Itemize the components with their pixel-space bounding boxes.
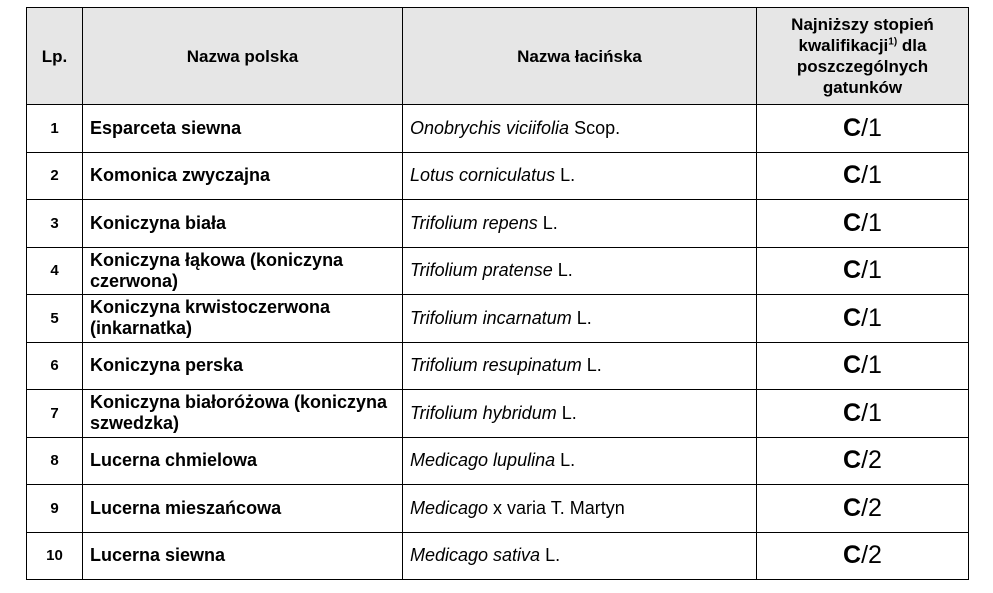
cell-lp: 3 (27, 200, 83, 248)
latin-genus-species: Trifolium hybridum (410, 402, 557, 423)
latin-author: L. (581, 355, 602, 376)
cell-qualification (757, 247, 969, 295)
header-polish-name: Nazwa polska (83, 8, 403, 105)
cell-polish-name: Koniczyna perska (83, 342, 403, 390)
cell-polish-name: Esparceta siewna (83, 105, 403, 153)
qualification-category: C (843, 541, 862, 570)
table-row (27, 295, 969, 343)
cell-lp: 5 (27, 295, 83, 343)
qualification-level: /1 (861, 303, 882, 332)
latin-genus-species: Medicago sativa (410, 545, 541, 566)
latin-genus-species: Medicago lupulina (410, 450, 556, 471)
cell-latin-name (403, 200, 757, 248)
cell-latin-name (403, 152, 757, 200)
cell-qualification (757, 437, 969, 485)
latin-author: x varia T. Martyn (488, 497, 625, 518)
latin-author: Scop. (569, 117, 621, 138)
table-row (27, 437, 969, 485)
latin-genus-species: Trifolium resupinatum (410, 355, 582, 376)
table-row (27, 247, 969, 295)
latin-genus-species: Trifolium pratense (410, 260, 553, 281)
latin-author: L. (537, 212, 558, 233)
latin-genus-species: Onobrychis viciifolia (410, 117, 570, 138)
table-row (27, 485, 969, 533)
cell-qualification (757, 342, 969, 390)
header-qualification-main: Najniższy stopień kwalifikacji (791, 15, 934, 55)
cell-polish-name: Lucerna mieszańcowa (83, 485, 403, 533)
cell-latin-name (403, 105, 757, 153)
qualification-category: C (843, 493, 862, 522)
cell-lp: 10 (27, 532, 83, 580)
cell-polish-name: Koniczyna białoróżowa (koniczyna szwedzka) (83, 390, 403, 438)
cell-lp: 7 (27, 390, 83, 438)
latin-author: L. (555, 450, 576, 471)
species-qualification-table (26, 7, 969, 580)
qualification-category: C (843, 161, 862, 190)
header-latin-name: Nazwa łacińska (403, 8, 757, 105)
cell-latin-name (403, 390, 757, 438)
table-row (27, 390, 969, 438)
latin-genus-species: Trifolium incarnatum (410, 307, 572, 328)
qualification-level: /2 (861, 493, 882, 522)
cell-latin-name (403, 532, 757, 580)
qualification-category: C (843, 113, 862, 142)
header-qualification (757, 8, 969, 105)
qualification-level: /2 (861, 446, 882, 475)
cell-polish-name: Koniczyna biała (83, 200, 403, 248)
header-lp: Lp. (27, 8, 83, 105)
qualification-category: C (843, 446, 862, 475)
qualification-level: /1 (861, 256, 882, 285)
cell-qualification (757, 485, 969, 533)
qualification-level: /1 (861, 161, 882, 190)
latin-author: L. (571, 307, 592, 328)
latin-genus-species: Lotus corniculatus (410, 165, 556, 186)
qualification-level: /2 (861, 541, 882, 570)
latin-genus-species: Trifolium repens (410, 212, 538, 233)
qualification-category: C (843, 351, 862, 380)
cell-latin-name (403, 247, 757, 295)
latin-author: L. (556, 402, 577, 423)
cell-polish-name: Koniczyna łąkowa (koniczyna czerwona) (83, 247, 403, 295)
cell-polish-name: Komonica zwyczajna (83, 152, 403, 200)
latin-genus-species: Medicago (410, 497, 489, 518)
cell-latin-name (403, 342, 757, 390)
cell-qualification (757, 390, 969, 438)
qualification-category: C (843, 256, 862, 285)
table-row (27, 342, 969, 390)
table-row (27, 152, 969, 200)
cell-lp: 6 (27, 342, 83, 390)
cell-latin-name (403, 485, 757, 533)
qualification-category: C (843, 303, 862, 332)
qualification-category: C (843, 398, 862, 427)
header-qualification-footnote: 1) (888, 36, 898, 48)
latin-author: L. (552, 260, 573, 281)
cell-polish-name: Koniczyna krwistoczerwona (inkarnatka) (83, 295, 403, 343)
cell-lp: 9 (27, 485, 83, 533)
table-row (27, 105, 969, 153)
cell-latin-name (403, 295, 757, 343)
cell-polish-name: Lucerna siewna (83, 532, 403, 580)
cell-lp: 8 (27, 437, 83, 485)
latin-author: L. (555, 165, 576, 186)
qualification-level: /1 (861, 398, 882, 427)
qualification-category: C (843, 208, 862, 237)
cell-qualification (757, 200, 969, 248)
cell-lp: 2 (27, 152, 83, 200)
cell-qualification (757, 105, 969, 153)
cell-qualification (757, 295, 969, 343)
table-header-row (27, 8, 969, 105)
cell-qualification (757, 532, 969, 580)
header-qualification-rest: dla poszczególnych gatunków (796, 36, 929, 97)
qualification-level: /1 (861, 351, 882, 380)
latin-author: L. (540, 545, 561, 566)
cell-latin-name (403, 437, 757, 485)
qualification-level: /1 (861, 113, 882, 142)
cell-polish-name: Lucerna chmielowa (83, 437, 403, 485)
qualification-level: /1 (861, 208, 882, 237)
cell-qualification (757, 152, 969, 200)
table-row (27, 532, 969, 580)
table-row (27, 200, 969, 248)
cell-lp: 1 (27, 105, 83, 153)
cell-lp: 4 (27, 247, 83, 295)
